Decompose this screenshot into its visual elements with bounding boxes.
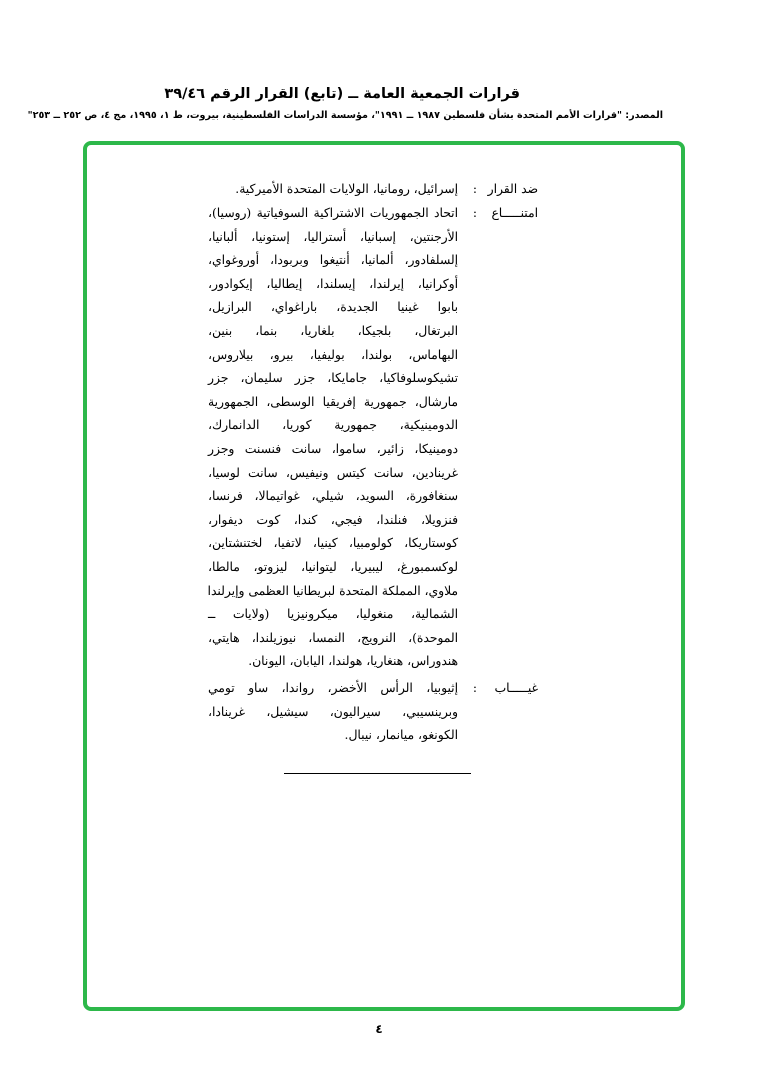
vote-abstain-section [0, 202, 758, 669]
vote-abstain-line: لوكسمبورغ، ليبيريا، ليتوانيا، ليزوتو، مالطا، [208, 559, 458, 574]
vote-against-list [208, 178, 458, 202]
vote-abstain-line: ملاوي، المملكة المتحدة لبريطانيا العظمى وإيرلندا [207, 583, 458, 598]
vote-against-section [0, 178, 758, 196]
vote-abstain-list [208, 202, 458, 674]
vote-absent-list [208, 677, 458, 748]
vote-absent-line: إثيوبيا، الرأس الأخضر، رواندا، ساو تومي [208, 681, 458, 695]
vote-abstain-line: سنغافورة، السويد، شيلي، غواتيمالا، فرنسا، [208, 489, 458, 504]
header-source: المصدر: "قرارات الأمم المتحدة بشأن فلسطين ١٩٨٧ ــ ١٩٩١"، مؤسسة الدراسات الفلسطينية، بيروت، ط ١، ١٩٩٥، مج ٤، ص ٢٥٢ ــ ٢٥٣" [27, 110, 663, 121]
vote-against-line: إسرائيل، رومانيا، الولايات المتحدة الأميركية. [235, 182, 458, 196]
vote-abstain-line: البرتغال، بلجيكا، بلغاريا، بنما، بنين، [208, 323, 458, 338]
vote-abstain-line: كوستاريكا، كولومبيا، كينيا، لاتفيا، لختنشتاين، [208, 536, 458, 551]
vote-abstain-line: فنزويلا، فنلندا، فيجي، كندا، كوت ديفوار، [208, 512, 458, 527]
vote-abstain-line: الدومينيكية، جمهورية كوريا، الدانمارك، [208, 418, 458, 433]
vote-absent-section [0, 677, 758, 743]
vote-abstain-line: بابوا غينيا الجديدة، باراغواي، البرازيل، [208, 300, 458, 315]
vote-absent-line: الكونغو، ميانمار، نيبال. [344, 728, 458, 743]
vote-abstain-line: إلسلفادور، ألمانيا، أنتيغوا وبربودا، أوروغواي، [208, 253, 458, 268]
vote-abstain-colon: : [472, 206, 478, 220]
vote-abstain-line: البهاماس، بولندا، بوليفيا، بيرو، بيلاروس، [208, 347, 458, 362]
vote-abstain-line: هندوراس، هنغاريا، هولندا، اليابان، اليونان. [248, 654, 458, 669]
end-rule [284, 773, 471, 774]
vote-absent-line: وبرينسيبي، سيراليون، سيشيل، غرينادا، [208, 704, 458, 719]
vote-abstain-label: امتنـــــاع [491, 206, 538, 220]
page-number: ٤ [375, 1022, 383, 1036]
vote-against-colon: : [472, 182, 478, 196]
vote-abstain-line: الأرجنتين، إسبانيا، أستراليا، إستونيا، ألبانيا، [208, 229, 458, 244]
vote-against-label: ضد القرار [487, 182, 538, 196]
vote-abstain-line: أوكرانيا، إيرلندا، إيسلندا، إيطاليا، إيكوادور، [208, 276, 458, 291]
vote-abstain-line: دومينيكا، زائير، ساموا، سانت فنسنت وجزر [208, 441, 458, 456]
header-title: قرارات الجمعية العامة ــ (تابع) القرار الرقم ٣٩/٤٦ [164, 86, 520, 102]
vote-abstain-line: غرينادين، سانت كيتس ونيفيس، سانت لوسيا، [208, 465, 458, 480]
vote-absent-colon: : [472, 681, 478, 695]
vote-absent-label: غيـــــاب [494, 681, 538, 695]
vote-abstain-line: اتحاد الجمهوريات الاشتراكية السوفياتية (روسيا)، [208, 206, 458, 220]
vote-abstain-line: مارشال، جمهورية إفريقيا الوسطى، الجمهورية [208, 394, 458, 409]
vote-abstain-line: الشمالية، منغوليا، ميكرونيزيا (ولايات ــ [208, 607, 458, 622]
vote-abstain-line: تشيكوسلوفاكيا، جامايكا، جزر سليمان، جزر [208, 371, 458, 386]
vote-abstain-line: الموحدة)، النرويج، النمسا، نيوزيلندا، هايتي، [208, 630, 458, 645]
